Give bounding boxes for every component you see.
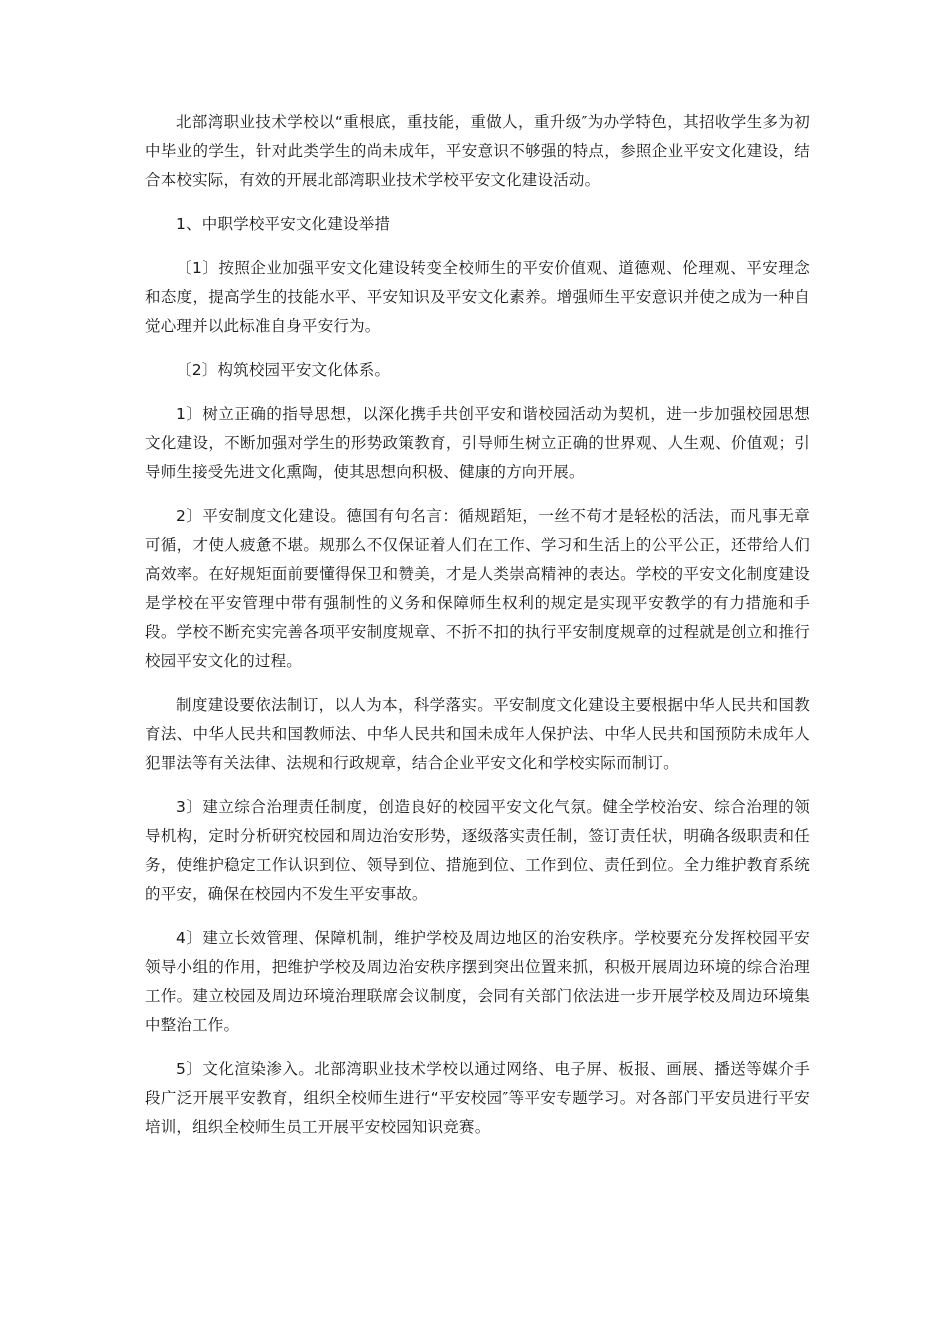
document-body — [145, 108, 810, 1157]
regulation-paragraph: 制度建设要依法制订，以人为本，科学落实。平安制度文化建设主要根据中华人民共和国教育法、中华人民共和国教师法、中华人民共和国未成年人保护法、中华人民共和国预防未成年人犯罪法等有关法律、法规和行政规章，结合企业平安文化和学校实际而制订。 — [145, 696, 810, 772]
item-1-paragraph: 1〕树立正确的指导思想，以深化携手共创平安和谐校园活动为契机，进一步加强校园思想文化建设，不断加强对学生的形势政策教育，引导师生树立正确的世界观、人生观、价值观；引导师生接受先进文化熏陶，使其思想向积极、健康的方向开展。 — [145, 405, 810, 481]
item-2-paragraph: 2〕平安制度文化建设。德国有句名言：循规蹈矩，一丝不苟才是轻松的活法，而凡事无章可循，才使人疲惫不堪。规那么不仅保证着人们在工作、学习和生活上的公平公正，还带给人们高效率。在好规矩面前要懂得保卫和赞美，才是人类崇高精神的表达。学校的平安文化制度建设是学校在平安管理中带有强制性的义务和保障师生权利的规定是实现平安教学的有力措施和手段。学校不断充实完善各项平安制度规章、不折不扣的执行平安制度规章的过程就是创立和推行校园平安文化的过程。 — [145, 507, 810, 670]
item-4-paragraph: 4〕建立长效管理、保障机制，维护学校及周边地区的治安秩序。学校要充分发挥校园平安领导小组的作用，把维护学校及周边治安秩序摆到突出位置来抓，积极开展周边环境的综合治理工作。建立校园及周边环境治理联席会议制度，会同有关部门依法进一步开展学校及周边环境集中整治工作。 — [145, 929, 810, 1034]
section-heading: 1、中职学校平安文化建设举措 — [176, 215, 391, 233]
item-5-paragraph: 5〕文化渲染渗入。北部湾职业技术学校以通过网络、电子屏、板报、画展、播送等媒介手段广泛开展平安教育，组织全校师生进行“平安校园″等平安专题学习。对各部门平安员进行平安培训，组织全校师生员工开展平安校园知识竞赛。 — [145, 1060, 810, 1136]
item-3-paragraph: 3〕建立综合治理责任制度，创造良好的校园平安文化气氛。健全学校治安、综合治理的领导机构，定时分析研究校园和周边治安形势，逐级落实责任制，签订责任状，明确各级职责和任务，使维护稳定工作认识到位、领导到位、措施到位、工作到位、责任到位。全力维护教育系统的平安，确保在校园内不发生平安事故。 — [145, 798, 810, 903]
measure-1-paragraph: 〔1〕按照企业加强平安文化建设转变全校师生的平安价值观、道德观、伦理观、平安理念和态度，提高学生的技能水平、平安知识及平安文化素养。增强师生平安意识并使之成为一种自觉心理并以此标准自身平安行为。 — [145, 259, 810, 335]
intro-paragraph: 北部湾职业技术学校以“重根底，重技能，重做人，重升级″为办学特色，其招收学生多为初中毕业的学生，针对此类学生的尚未成年，平安意识不够强的特点，参照企业平安文化建设，结合本校实际，有效的开展北部湾职业技术学校平安文化建设活动。 — [145, 113, 810, 189]
measure-2-paragraph: 〔2〕构筑校园平安文化体系。 — [176, 361, 391, 379]
